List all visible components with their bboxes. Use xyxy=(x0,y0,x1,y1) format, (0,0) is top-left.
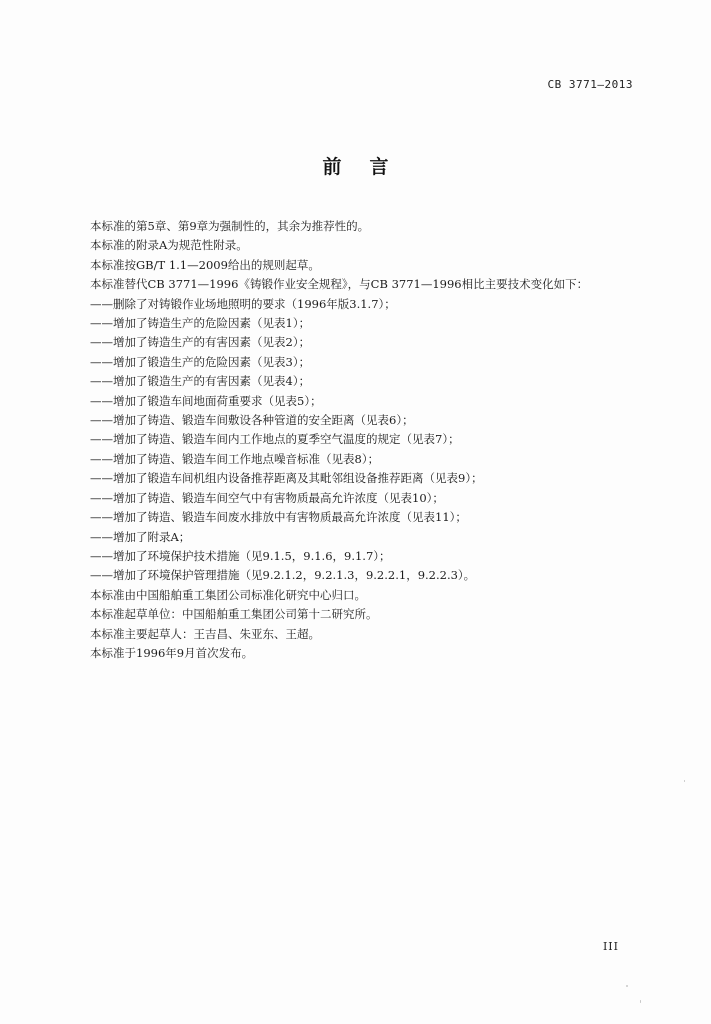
list-item: ——增加了环境保护管理措施（见9.2.1.2，9.2.1.3，9.2.2.1，9.2.2.3）。 xyxy=(90,568,476,583)
list-item: ——增加了铸造、锻造车间内工作地点的夏季空气温度的规定（见表7）； xyxy=(90,432,460,447)
scan-artifact xyxy=(640,1000,641,1003)
text-line: 本标准于1996年9月首次发布。 xyxy=(90,645,254,660)
list-item: ——增加了附录A； xyxy=(90,529,191,544)
list-item: ——增加了锻造车间地面荷重要求（见表5）； xyxy=(90,393,322,408)
list-item: ——增加了锻造生产的有害因素（见表4）； xyxy=(90,374,311,389)
text-line: 本标准替代CB 3771—1996《铸锻作业安全规程》，与CB 3771—1996相比主要技术变化如下： xyxy=(90,277,589,292)
foreword-body xyxy=(90,217,630,663)
list-item: ——增加了环境保护技术措施（见9.1.5，9.1.6，9.1.7）； xyxy=(90,548,391,563)
list-item: ——增加了锻造生产的危险因素（见表3）； xyxy=(90,354,311,369)
list-item: ——增加了锻造车间机组内设备推荐距离及其毗邻组设备推荐距离（见表9）； xyxy=(90,471,483,486)
text-line: 本标准起草单位：中国船舶重工集团公司第十二研究所。 xyxy=(90,607,378,622)
list-item: ——增加了铸造、锻造车间敷设各种管道的安全距离（见表6）； xyxy=(90,413,414,428)
scan-artifact xyxy=(684,780,685,782)
text-line: 本标准的第5章、第9章为强制性的，其余为推荐性的。 xyxy=(90,219,370,233)
document-code: CB 3771—2013 xyxy=(547,78,633,91)
text-line: 本标准主要起草人：王吉昌、朱亚东、王超。 xyxy=(90,626,320,641)
text-line: 本标准的附录A为规范性附录。 xyxy=(90,238,248,253)
page-title: 前言 xyxy=(322,156,417,178)
text-line: 本标准按GB/T 1.1—2009给出的规则起草。 xyxy=(90,257,320,272)
text-line: 本标准由中国船舶重工集团公司标准化研究中心归口。 xyxy=(90,587,366,602)
scan-artifact xyxy=(626,985,628,987)
list-item: ——增加了铸造、锻造车间废水排放中有害物质最高允许浓度（见表11）； xyxy=(90,510,467,525)
list-item: ——增加了铸造、锻造车间空气中有害物质最高允许浓度（见表10）； xyxy=(90,490,444,505)
list-item: ——删除了对铸锻作业场地照明的要求（1996年版3.1.7）； xyxy=(90,296,396,311)
list-item: ——增加了铸造生产的有害因素（见表2）； xyxy=(90,335,311,350)
list-item: ——增加了铸造、锻造车间工作地点噪音标准（见表8）； xyxy=(90,451,380,466)
list-item: ——增加了铸造生产的危险因素（见表1）； xyxy=(90,316,311,331)
page-number: III xyxy=(602,940,619,953)
